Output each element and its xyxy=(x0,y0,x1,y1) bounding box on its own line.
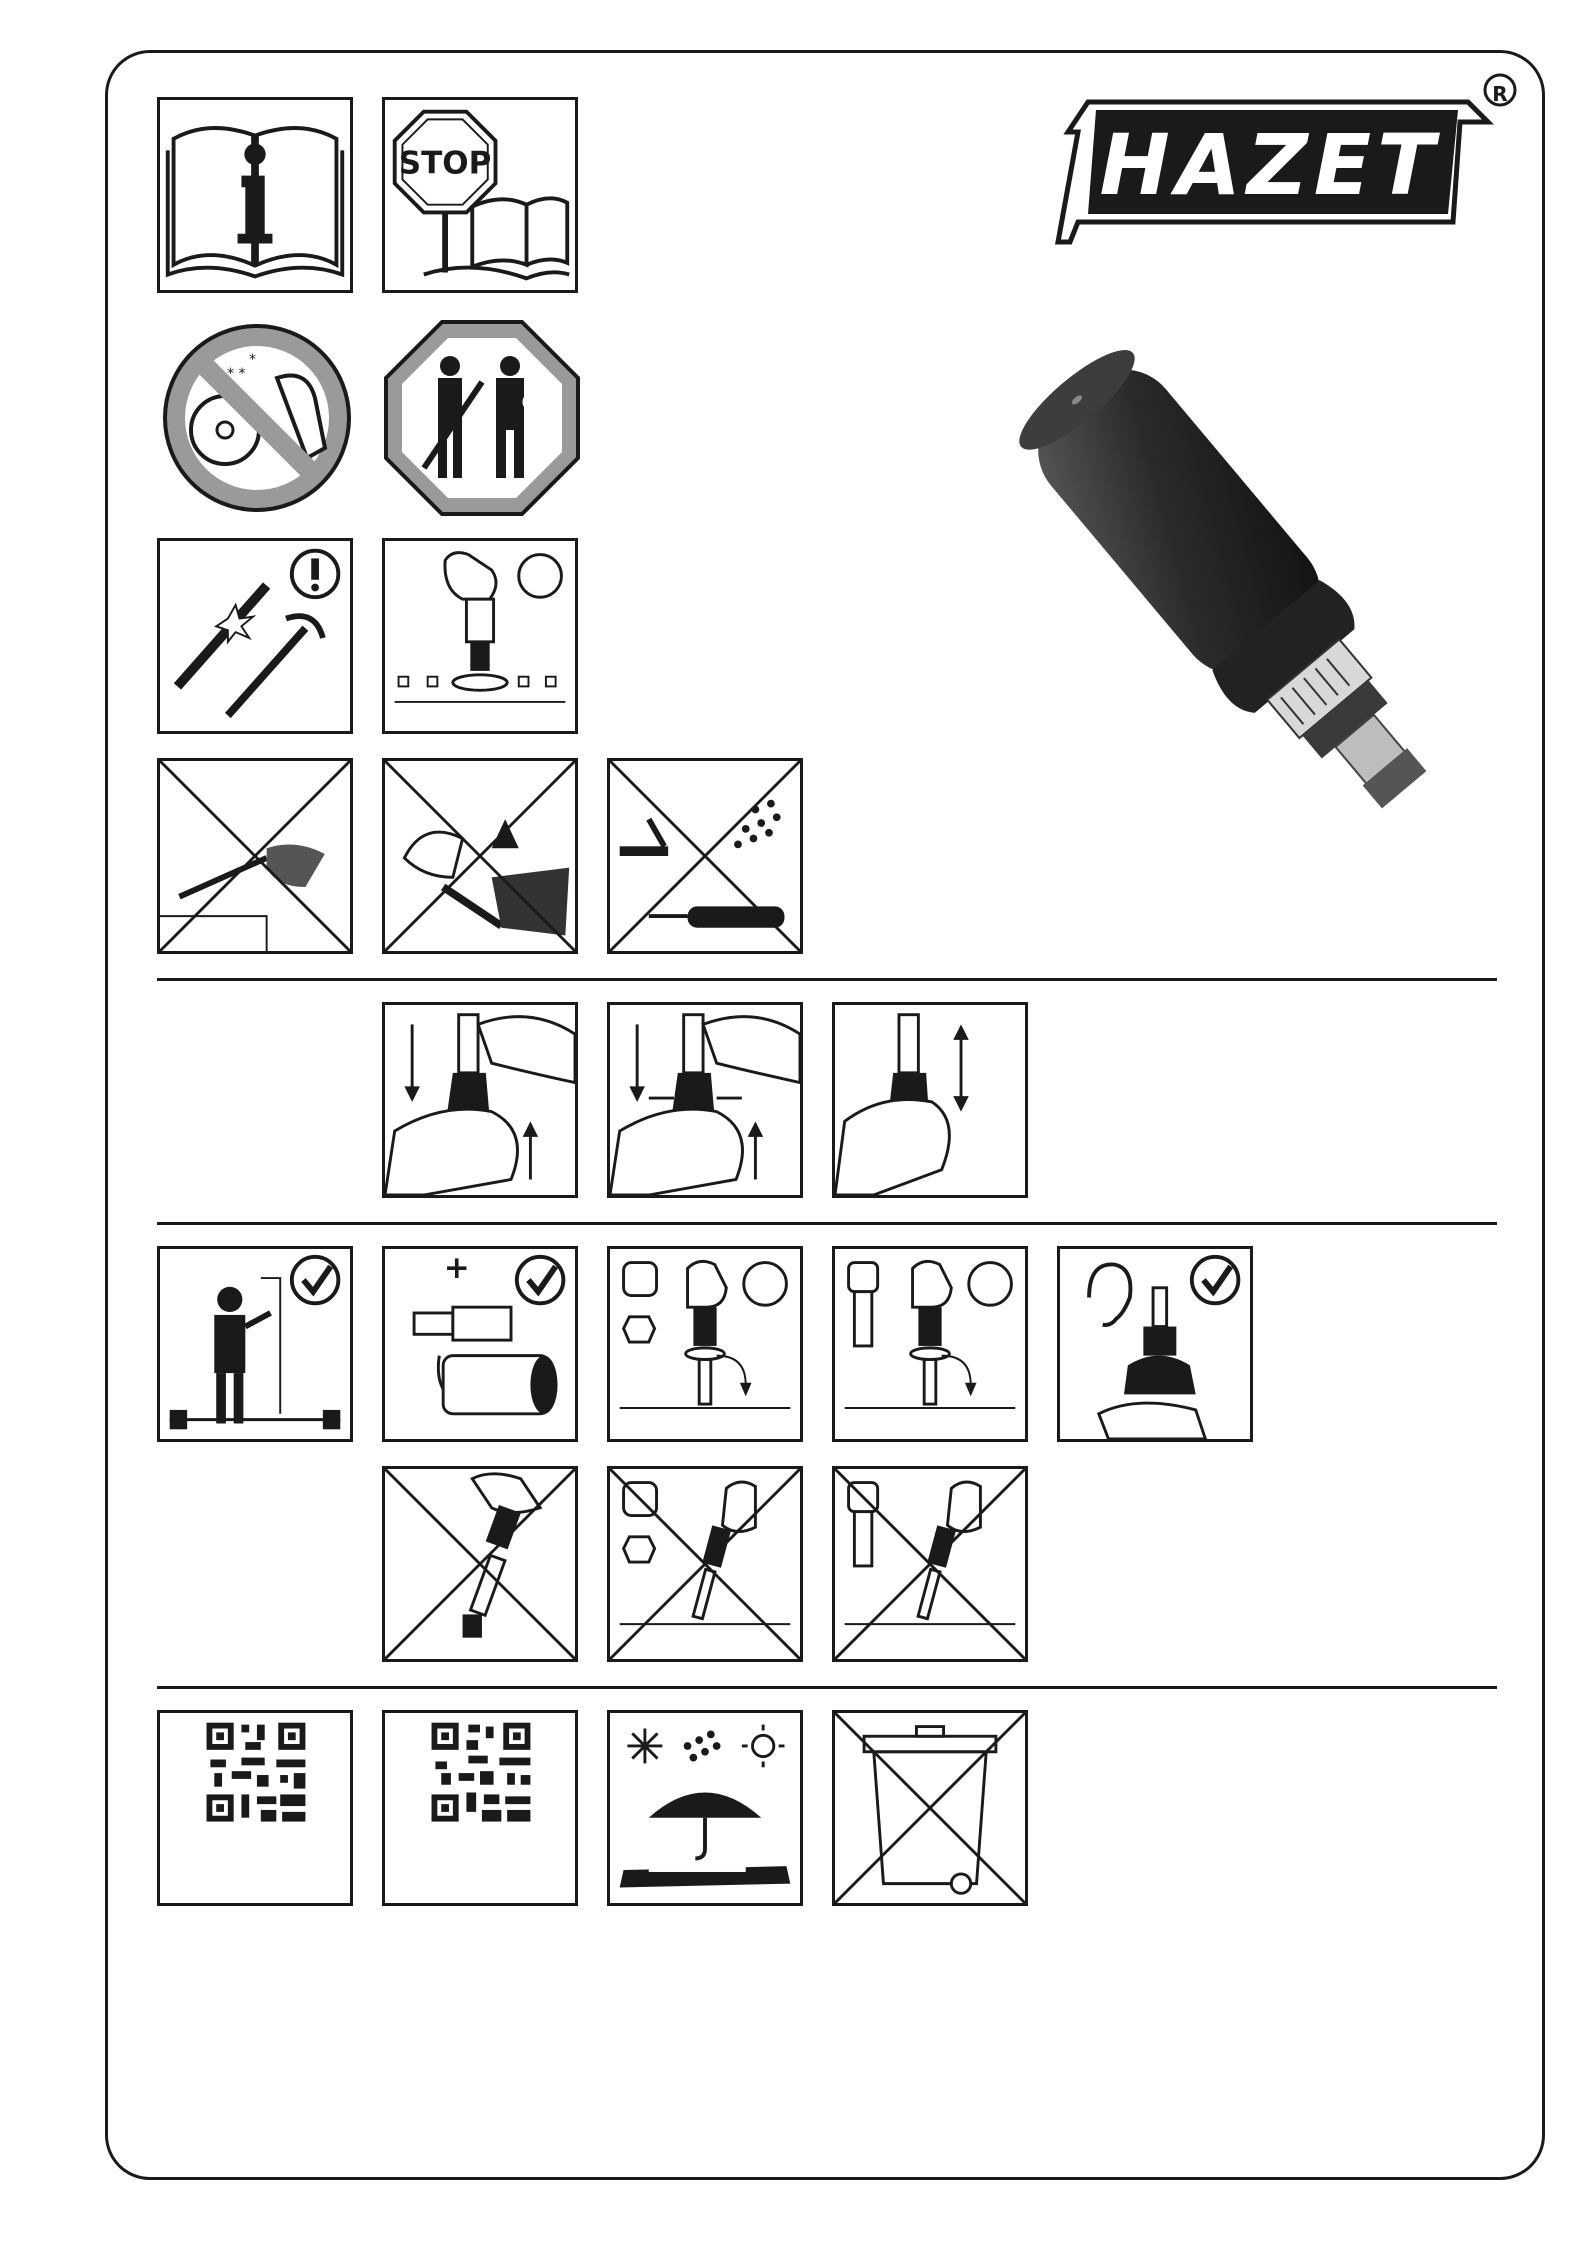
qualified-only-pictogram xyxy=(382,318,582,518)
cross-out-icon xyxy=(160,761,350,951)
no-lever-pictogram xyxy=(382,758,578,954)
adjust-step-1-pictogram xyxy=(382,1002,578,1198)
stop-book-icon xyxy=(385,100,575,290)
no-grinding-sparks-icon xyxy=(157,318,357,518)
no-angle-bolt-pictogram xyxy=(832,1466,1028,1662)
socket-rotate-pictogram xyxy=(382,538,578,734)
calibration-check-pictogram xyxy=(157,1246,353,1442)
info-book-icon xyxy=(160,100,350,290)
qr-code-icon xyxy=(160,1713,350,1903)
adjust-step-2-pictogram xyxy=(607,1002,803,1198)
no-joint-pictogram xyxy=(382,1466,578,1662)
attention-icon xyxy=(160,541,350,731)
hazet-logo xyxy=(1048,72,1518,262)
adapter-fit-pictogram xyxy=(382,1246,578,1442)
storage-pictogram xyxy=(607,1710,803,1906)
stop-sign-label: STOP xyxy=(398,145,492,182)
screw-tighten-pictogram xyxy=(607,1246,803,1442)
registered-mark: R xyxy=(1492,82,1508,106)
no-heat-moisture-pictogram xyxy=(607,758,803,954)
qr-code-1[interactable] xyxy=(157,1710,353,1906)
no-household-waste-icon xyxy=(835,1713,1025,1903)
no-angle-screw-pictogram xyxy=(607,1466,803,1662)
read-manual-pictogram xyxy=(157,97,353,293)
stop-read-pictogram xyxy=(382,97,578,293)
plus-sign: + xyxy=(443,1250,470,1287)
qr-code-2[interactable] xyxy=(382,1710,578,1906)
no-grinding-pictogram xyxy=(157,318,357,518)
caution-torque-pictogram xyxy=(157,538,353,734)
listen-click-pictogram xyxy=(1057,1246,1253,1442)
storage-weather-icon xyxy=(610,1713,800,1903)
bolt-tighten-pictogram xyxy=(832,1246,1028,1442)
qualified-person-icon xyxy=(382,318,582,518)
no-hammer-pictogram xyxy=(157,758,353,954)
section-divider xyxy=(157,1686,1497,1689)
svg-text:*: * xyxy=(249,352,256,368)
torque-screwdriver-image xyxy=(960,320,1500,860)
qr-code-icon xyxy=(385,1713,575,1903)
section-divider xyxy=(157,1222,1497,1225)
svg-text:* *: * * xyxy=(227,366,246,382)
disposal-pictogram xyxy=(832,1710,1028,1906)
section-divider xyxy=(157,978,1497,981)
check-icon xyxy=(292,1257,339,1304)
adjust-step-3-pictogram xyxy=(832,1002,1028,1198)
brand-name: HAZET xyxy=(1099,116,1441,214)
